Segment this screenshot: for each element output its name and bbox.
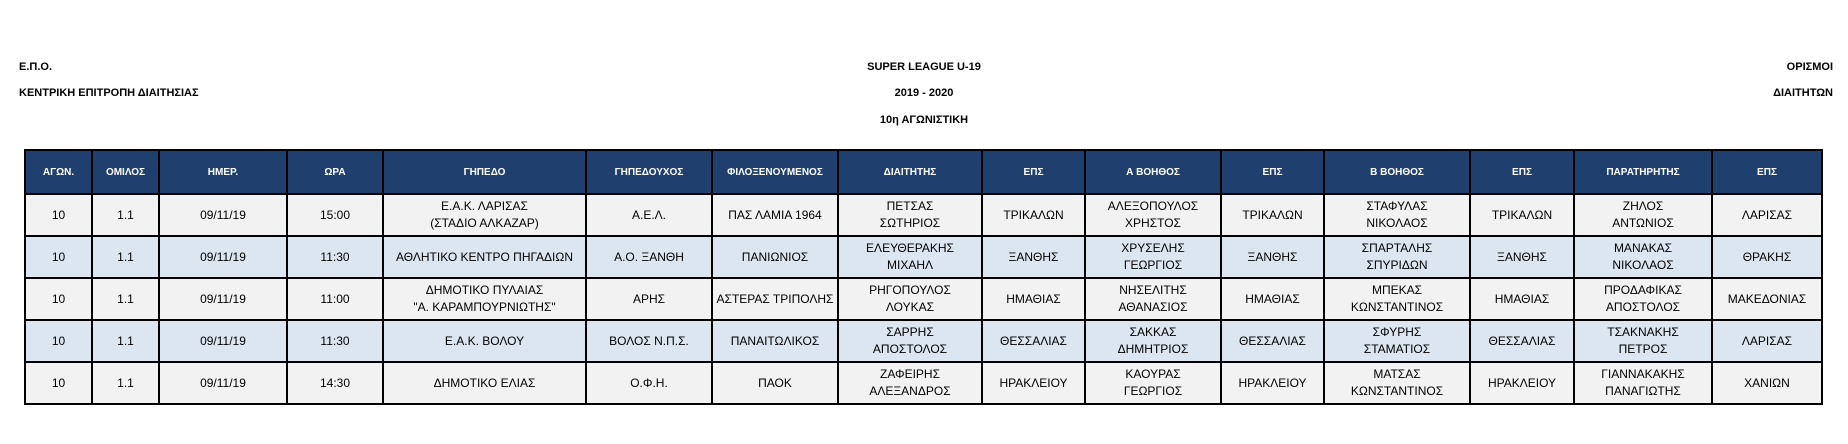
round-cell: 10 xyxy=(25,194,92,236)
column-header: Α ΒΟΗΘΟΣ xyxy=(1085,150,1221,194)
cell-line: ΑΝΤΩΝΙΟΣ xyxy=(1612,216,1674,230)
observer-cell xyxy=(1574,362,1712,404)
referee-eps-cell: ΤΡΙΚΑΛΩΝ xyxy=(982,194,1085,236)
referee-cell xyxy=(838,320,982,362)
table-row xyxy=(25,320,1822,362)
group-cell: 1.1 xyxy=(92,320,159,362)
cell-line: ΝΗΣΕΛΙΤΗΣ xyxy=(1119,283,1187,297)
round-cell: 10 xyxy=(25,278,92,320)
referee-cell xyxy=(838,362,982,404)
column-header: ΕΠΣ xyxy=(1221,150,1324,194)
cell-line: ΠΕΤΡΟΣ xyxy=(1618,342,1668,356)
date-cell: 09/11/19 xyxy=(159,362,287,404)
group-cell: 1.1 xyxy=(92,278,159,320)
time-cell: 11:30 xyxy=(287,320,383,362)
column-header: ΓΗΠΕΔΟΥΧΟΣ xyxy=(586,150,712,194)
away-team-cell: ΠΑΝΙΩΝΙΟΣ xyxy=(712,236,838,278)
home-team-cell: ΒΟΛΟΣ Ν.Π.Σ. xyxy=(586,320,712,362)
time-cell: 15:00 xyxy=(287,194,383,236)
cell-line: ΣΠΑΡΤΑΛΗΣ xyxy=(1361,241,1433,255)
assistant-a-eps-cell: ΗΡΑΚΛΕΙΟΥ xyxy=(1221,362,1324,404)
assistant-b-eps-cell: ΤΡΙΚΑΛΩΝ xyxy=(1470,194,1574,236)
observer-cell xyxy=(1574,236,1712,278)
stadium-cell xyxy=(383,236,586,278)
cell-line: ΓΕΩΡΓΙΟΣ xyxy=(1123,258,1183,272)
observer-eps-cell: ΛΑΡΙΣΑΣ xyxy=(1712,320,1822,362)
cell-line: ΣΠΥΡΙΔΩΝ xyxy=(1366,258,1428,272)
column-header: ΦΙΛΟΞΕΝΟΥΜΕΝΟΣ xyxy=(712,150,838,194)
referee-cell xyxy=(838,236,982,278)
date-cell: 09/11/19 xyxy=(159,194,287,236)
cell-line: ΚΩΝΣΤΑΝΤΙΝΟΣ xyxy=(1350,384,1444,398)
cell-line: ΑΠΟΣΤΟΛΟΣ xyxy=(1605,300,1681,314)
assistant-b-eps-cell: ΗΜΑΘΙΑΣ xyxy=(1470,278,1574,320)
cell-line: Ε.Α.Κ. ΒΟΛΟΥ xyxy=(444,333,525,348)
group-cell: 1.1 xyxy=(92,362,159,404)
cell-line: "Α. ΚΑΡΑΜΠΟΥΡΝΙΩΤΗΣ" xyxy=(413,300,556,314)
document-type-line2: ΔΙΑΙΤΗΤΩΝ xyxy=(1773,87,1833,99)
assistant-b-cell xyxy=(1324,194,1470,236)
cell-line: ΠΑΝΑΓΙΩΤΗΣ xyxy=(1605,384,1681,398)
observer-cell xyxy=(1574,320,1712,362)
cell-line: ΡΗΓΟΠΟΥΛΟΣ xyxy=(869,283,951,297)
cell-line: Ε.Α.Κ. ΛΑΡΙΣΑΣ xyxy=(441,199,528,213)
column-header: ΕΠΣ xyxy=(1712,150,1822,194)
assistant-b-cell xyxy=(1324,362,1470,404)
column-header: ΕΠΣ xyxy=(982,150,1085,194)
competition-title: SUPER LEAGUE U-19 xyxy=(867,61,981,73)
cell-line: (ΣΤΑΔΙΟ ΑΛΚΑΖΑΡ) xyxy=(430,216,539,230)
table-body xyxy=(25,194,1822,404)
cell-line: ΠΡΟΔΑΦΙΚΑΣ xyxy=(1604,283,1682,297)
assistant-b-cell xyxy=(1324,320,1470,362)
cell-line: ΠΕΤΣΑΣ xyxy=(886,199,934,213)
cell-line: ΑΘΛΗΤΙΚΟ ΚΕΝΤΡΟ ΠΗΓΑΔΙΩΝ xyxy=(395,249,574,264)
referee-assignments-table xyxy=(24,149,1823,405)
cell-line: ΝΙΚΟΛΑΟΣ xyxy=(1366,216,1428,230)
stadium-cell xyxy=(383,320,586,362)
cell-line: ΣΑΡΡΗΣ xyxy=(886,325,934,339)
table-row xyxy=(25,362,1822,404)
cell-line: ΓΙΑΝΝΑΚΑΚΗΣ xyxy=(1601,367,1685,381)
cell-line: ΜΙΧΑΗΛ xyxy=(886,258,934,272)
time-cell: 11:30 xyxy=(287,236,383,278)
cell-line: ΜΑΝΑΚΑΣ xyxy=(1613,241,1673,255)
cell-line: ΖΗΛΟΣ xyxy=(1622,199,1664,213)
column-header: ΕΠΣ xyxy=(1470,150,1574,194)
observer-eps-cell: ΧΑΝΙΩΝ xyxy=(1712,362,1822,404)
observer-cell xyxy=(1574,194,1712,236)
away-team-cell: ΑΣΤΕΡΑΣ ΤΡΙΠΟΛΗΣ xyxy=(712,278,838,320)
home-team-cell: ΑΡΗΣ xyxy=(586,278,712,320)
date-cell: 09/11/19 xyxy=(159,236,287,278)
cell-line: ΖΑΦΕΙΡΗΣ xyxy=(880,367,940,381)
table-header xyxy=(25,150,1822,194)
time-cell: 14:30 xyxy=(287,362,383,404)
assistant-a-eps-cell: ΗΜΑΘΙΑΣ xyxy=(1221,278,1324,320)
cell-line: ΣΦΥΡΗΣ xyxy=(1372,325,1422,339)
column-header: ΟΜΙΛΟΣ xyxy=(92,150,159,194)
assistant-b-cell xyxy=(1324,278,1470,320)
cell-line: ΑΘΑΝΑΣΙΟΣ xyxy=(1118,300,1188,314)
referee-eps-cell: ΞΑΝΘΗΣ xyxy=(982,236,1085,278)
time-cell: 11:00 xyxy=(287,278,383,320)
observer-cell xyxy=(1574,278,1712,320)
cell-line: ΜΑΤΣΑΣ xyxy=(1373,367,1421,381)
stadium-cell xyxy=(383,362,586,404)
cell-line: ΤΣΑΚΝΑΚΗΣ xyxy=(1607,325,1679,339)
assistant-b-eps-cell: ΗΡΑΚΛΕΙΟΥ xyxy=(1470,362,1574,404)
cell-line: ΑΛΕΞΑΝΔΡΟΣ xyxy=(869,384,951,398)
group-cell: 1.1 xyxy=(92,236,159,278)
away-team-cell: ΠΑΟΚ xyxy=(712,362,838,404)
home-team-cell: Α.Ε.Λ. xyxy=(586,194,712,236)
assistant-b-eps-cell: ΘΕΣΣΑΛΙΑΣ xyxy=(1470,320,1574,362)
referee-eps-cell: ΗΜΑΘΙΑΣ xyxy=(982,278,1085,320)
away-team-cell: ΠΑΝΑΙΤΩΛΙΚΟΣ xyxy=(712,320,838,362)
referee-cell xyxy=(838,194,982,236)
date-cell: 09/11/19 xyxy=(159,320,287,362)
cell-line: ΔΗΜΗΤΡΙΟΣ xyxy=(1117,342,1189,356)
table-row xyxy=(25,236,1822,278)
document-type-line1: ΟΡΙΣΜΟΙ xyxy=(1786,61,1833,73)
assistant-b-cell xyxy=(1324,236,1470,278)
assistant-a-cell xyxy=(1085,362,1221,404)
column-header: ΗΜΕΡ. xyxy=(159,150,287,194)
cell-line: ΜΠΕΚΑΣ xyxy=(1371,283,1423,297)
assistant-a-eps-cell: ΞΑΝΘΗΣ xyxy=(1221,236,1324,278)
assistant-a-eps-cell: ΘΕΣΣΑΛΙΑΣ xyxy=(1221,320,1324,362)
round-cell: 10 xyxy=(25,236,92,278)
table-row xyxy=(25,194,1822,236)
cell-line: ΑΛΕΞΟΠΟΥΛΟΣ xyxy=(1107,199,1199,213)
home-team-cell: Ο.Φ.Η. xyxy=(586,362,712,404)
column-header: ΔΙΑΙΤΗΤΗΣ xyxy=(838,150,982,194)
cell-line: ΓΕΩΡΓΙΟΣ xyxy=(1123,384,1183,398)
federation-abbrev: Ε.Π.Ο. xyxy=(19,61,53,73)
cell-line: ΣΤΑΜΑΤΙΟΣ xyxy=(1363,342,1431,356)
cell-line: ΚΩΝΣΤΑΝΤΙΝΟΣ xyxy=(1350,300,1444,314)
column-header: ΠΑΡΑΤΗΡΗΤΗΣ xyxy=(1574,150,1712,194)
table-row xyxy=(25,278,1822,320)
cell-line: ΑΠΟΣΤΟΛΟΣ xyxy=(872,342,948,356)
away-team-cell: ΠΑΣ ΛΑΜΙΑ 1964 xyxy=(712,194,838,236)
referee-cell xyxy=(838,278,982,320)
stadium-cell xyxy=(383,278,586,320)
cell-line: ΚΑΟΥΡΑΣ xyxy=(1125,367,1181,381)
column-header: Β ΒΟΗΘΟΣ xyxy=(1324,150,1470,194)
round-cell: 10 xyxy=(25,320,92,362)
observer-eps-cell: ΛΑΡΙΣΑΣ xyxy=(1712,194,1822,236)
cell-line: ΔΗΜΟΤΙΚΟ ΠΥΛΑΙΑΣ xyxy=(425,283,544,297)
assistant-a-cell xyxy=(1085,320,1221,362)
referee-eps-cell: ΗΡΑΚΛΕΙΟΥ xyxy=(982,362,1085,404)
observer-eps-cell: ΘΡΑΚΗΣ xyxy=(1712,236,1822,278)
cell-line: ΕΛΕΥΘΕΡΑΚΗΣ xyxy=(866,241,954,255)
cell-line: ΧΡΥΣΕΛΗΣ xyxy=(1121,241,1185,255)
date-cell: 09/11/19 xyxy=(159,278,287,320)
column-header: ΩΡΑ xyxy=(287,150,383,194)
home-team-cell: Α.Ο. ΞΑΝΘΗ xyxy=(586,236,712,278)
cell-line: ΝΙΚΟΛΑΟΣ xyxy=(1612,258,1674,272)
cell-line: ΔΗΜΟΤΙΚΟ ΕΛΙΑΣ xyxy=(433,375,536,390)
assistant-a-eps-cell: ΤΡΙΚΑΛΩΝ xyxy=(1221,194,1324,236)
cell-line: ΧΡΗΣΤΟΣ xyxy=(1125,216,1181,230)
cell-line: ΣΤΑΦΥΛΑΣ xyxy=(1366,199,1428,213)
referee-eps-cell: ΘΕΣΣΑΛΙΑΣ xyxy=(982,320,1085,362)
assistant-a-cell xyxy=(1085,194,1221,236)
matchday-label: 10η ΑΓΩΝΙΣΤΙΚΗ xyxy=(879,114,969,126)
assistant-a-cell xyxy=(1085,236,1221,278)
column-header: ΓΗΠΕΔΟ xyxy=(383,150,586,194)
round-cell: 10 xyxy=(25,362,92,404)
cell-line: ΣΑΚΚΑΣ xyxy=(1129,325,1177,339)
header-row xyxy=(25,150,1822,194)
stadium-cell xyxy=(383,194,586,236)
observer-eps-cell: ΜΑΚΕΔΟΝΙΑΣ xyxy=(1712,278,1822,320)
assistant-b-eps-cell: ΞΑΝΘΗΣ xyxy=(1470,236,1574,278)
cell-line: ΛΟΥΚΑΣ xyxy=(885,300,935,314)
cell-line: ΣΩΤΗΡΙΟΣ xyxy=(879,216,941,230)
assistant-a-cell xyxy=(1085,278,1221,320)
group-cell: 1.1 xyxy=(92,194,159,236)
committee-name: ΚΕΝΤΡΙΚΗ ΕΠΙΤΡΟΠΗ ΔΙΑΙΤΗΣΙΑΣ xyxy=(19,87,199,99)
column-header: ΑΓΩΝ. xyxy=(25,150,92,194)
season-label: 2019 - 2020 xyxy=(894,87,954,99)
